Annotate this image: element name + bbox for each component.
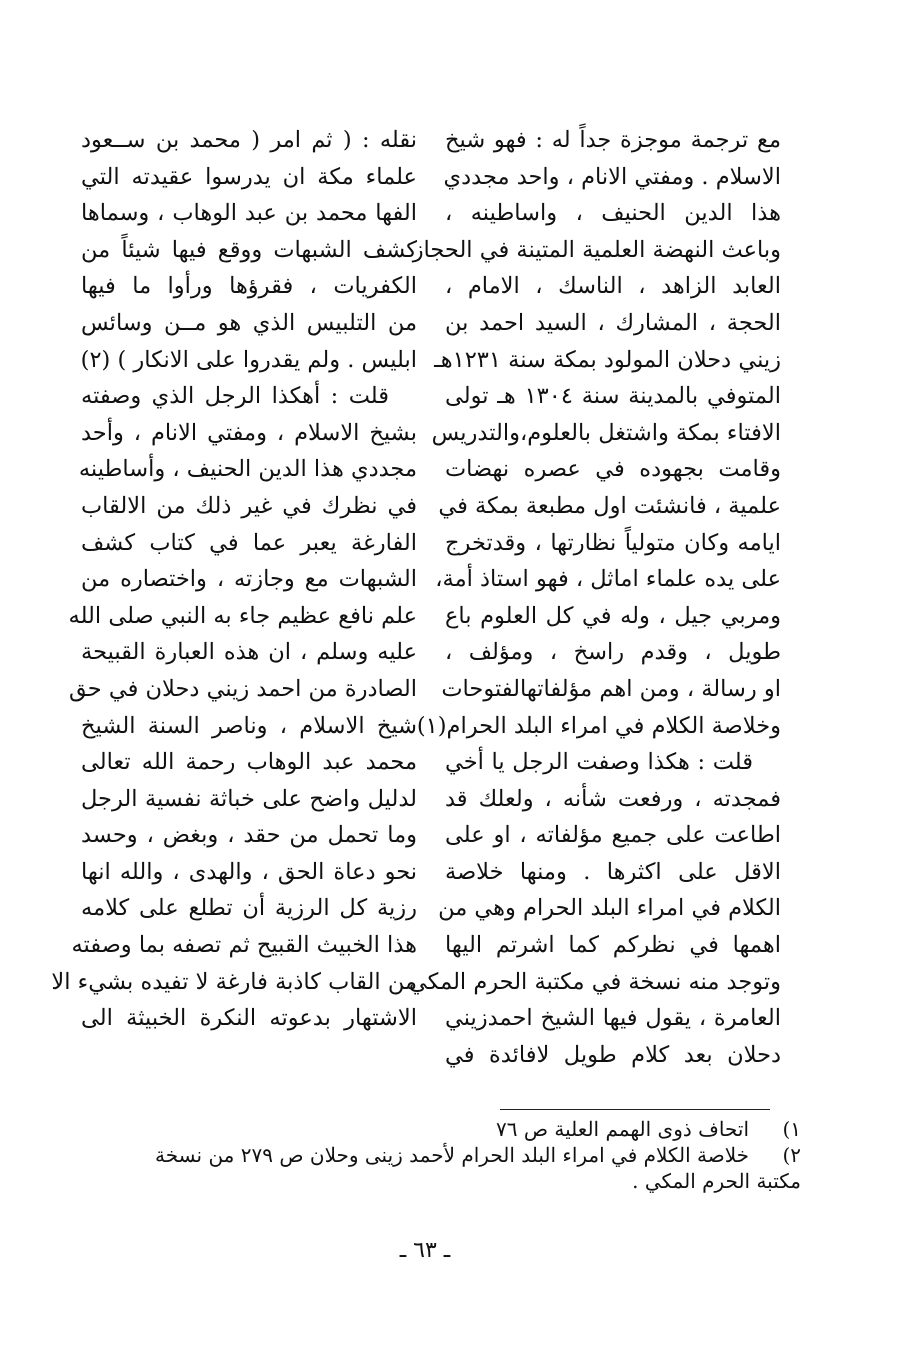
- text-line: مع ترجمة موجزة جداً له : فهو شيخ: [445, 127, 781, 153]
- footnote-text: اتحاف ذوى الهمم العلية ص ٧٦: [496, 1117, 749, 1141]
- text-line: من القاب كاذبة فارغة لا تفيده بشيء الا: [51, 968, 417, 995]
- text-line: في نظرك في غير ذلك من الالقاب: [81, 492, 417, 519]
- text-line: الكلام في امراء البلد الحرام وهي من: [438, 895, 781, 922]
- text-line: كشف الشبهات ووقع فيها شيئاً من: [81, 236, 417, 263]
- text-line: محمد عبد الوهاب رحمة الله تعالى: [81, 749, 417, 776]
- text-line: عليه وسلم ، ان هذه العبارة القبيحة: [81, 639, 417, 666]
- footnotes: [81, 1116, 801, 1194]
- page-number: ـ ٦٣ ـ: [399, 1238, 451, 1263]
- text-line: ومربي جيل ، وله في كل العلوم باع: [445, 602, 781, 629]
- text-line: على يده علماء اماثل ، فهو استاذ أمة،: [435, 566, 781, 593]
- text-line: فمجدته ، ورفعت شأنه ، ولعلك قد: [445, 785, 781, 812]
- text-line: طويل ، وقدم راسخ ، ومؤلف ،: [445, 639, 781, 666]
- text-line: وخلاصة الكلام في امراء البلد الحرام(١): [416, 712, 781, 739]
- footnote-text: خلاصة الكلام في امراء البلد الحرام لأحمد زينى وحلان ص ٢٧٩ من نسخة: [155, 1143, 749, 1167]
- right-column: [408, 122, 781, 1073]
- text-line: وما تحمل من حقد ، وبغض ، وحسد: [81, 822, 417, 849]
- text-line: نحو دعاة الحق ، والهدى ، والله انها: [81, 858, 417, 885]
- text-line: او رسالة ، ومن اهم مؤلفاتهالفتوحات: [441, 675, 781, 702]
- text-line: العابد الزاهد ، الناسك ، الامام ،: [445, 273, 781, 300]
- footnote-divider: [500, 1109, 770, 1110]
- text-line: الافتاء بمكة واشتغل بالعلوم،والتدريس: [431, 419, 781, 446]
- text-line: الشبهات مع وجازته ، واختصاره من: [81, 566, 417, 593]
- text-line: دحلان بعد كلام طويل لافائدة في: [445, 1041, 781, 1068]
- text-line: العامرة ، يقول فيها الشيخ احمدزيني: [445, 1005, 781, 1032]
- text-line: اهمها في نظركم كما اشرتم اليها: [445, 932, 781, 959]
- text-line: شيخ الاسلام ، وناصر السنة الشيخ: [81, 712, 417, 739]
- text-line: مجددي هذا الدين الحنيف ، وأساطينه: [78, 456, 417, 483]
- text-line: قلت : أهكذا الرجل الذي وصفته: [81, 383, 389, 410]
- footnote-number: ٢): [782, 1143, 801, 1167]
- text-line: هذا الخبيث القبيح ثم تصفه بما وصفته: [71, 932, 417, 959]
- text-line: وتوجد منه نسخة في مكتبة الحرم المكي: [408, 968, 781, 995]
- text-line: قلت : هكذا وصفت الرجل يا أخي: [445, 749, 753, 776]
- text-line: وقامت بجهوده في عصره نهضات: [445, 456, 781, 483]
- text-line: لدليل واضح على خباثة نفسية الرجل: [81, 785, 417, 812]
- text-line: المتوفي بالمدينة سنة ١٣٠٤ هـ تولى: [445, 383, 781, 410]
- text-line: علم نافع عظيم جاء به النبي صلى الله: [68, 602, 417, 629]
- text-line: اطاعت على جميع مؤلفاته ، او على: [445, 822, 781, 849]
- text-line: الاشتهار بدعوته النكرة الخبيثة الى: [81, 1005, 417, 1032]
- text-line: الحجة ، المشارك ، السيد احمد بن: [445, 309, 781, 336]
- text-line: علماء مكة ان يدرسوا عقيدته التي: [81, 163, 417, 190]
- footnote-1: [81, 1116, 801, 1142]
- text-line: الكفريات ، فقرؤها ورأوا ما فيها: [81, 273, 417, 300]
- text-line: نقله : ( ثم امر ( محمد بن ســعود: [81, 127, 417, 153]
- text-line: الفارغة يعبر عما في كتاب كشف: [81, 529, 417, 556]
- text-line: ايامه وكان متولياً نظارتها ، وقدتخرج: [445, 529, 781, 556]
- text-line: الصادرة من احمد زيني دحلان في حق: [69, 675, 417, 702]
- text-line: الفها محمد بن عبد الوهاب ، وسماها: [81, 200, 417, 227]
- text-line: وباعث النهضة العلمية المتينة في الحجاز: [412, 236, 781, 263]
- text-line: هذا الدين الحنيف ، واساطينه ،: [445, 200, 781, 227]
- text-line: من التلبيس الذي هو مــن وسائس: [81, 309, 417, 336]
- text-line: زيني دحلان المولود بمكة سنة ١٢٣١هـ: [434, 346, 781, 373]
- left-column: [51, 122, 417, 1037]
- text-line: الاقل على اكثرها . ومنها خلاصة: [445, 858, 781, 885]
- text-line: ابليس . ولم يقدروا على الانكار ) (٢): [80, 346, 417, 373]
- footnote-2-continuation: مكتبة الحرم المكي .: [632, 1169, 801, 1193]
- text-line: علمية ، فانشئت اول مطبعة بمكة في: [438, 492, 781, 519]
- text-line: الاسلام . ومفتي الانام ، واحد مجددي: [443, 163, 781, 190]
- footnote-2: [81, 1142, 801, 1168]
- footnote-number: ١): [782, 1117, 801, 1141]
- text-line: رزية كل الرزية أن تطلع على كلامه: [81, 895, 417, 922]
- text-line: بشيخ الاسلام ، ومفتي الانام ، وأحد: [81, 419, 417, 446]
